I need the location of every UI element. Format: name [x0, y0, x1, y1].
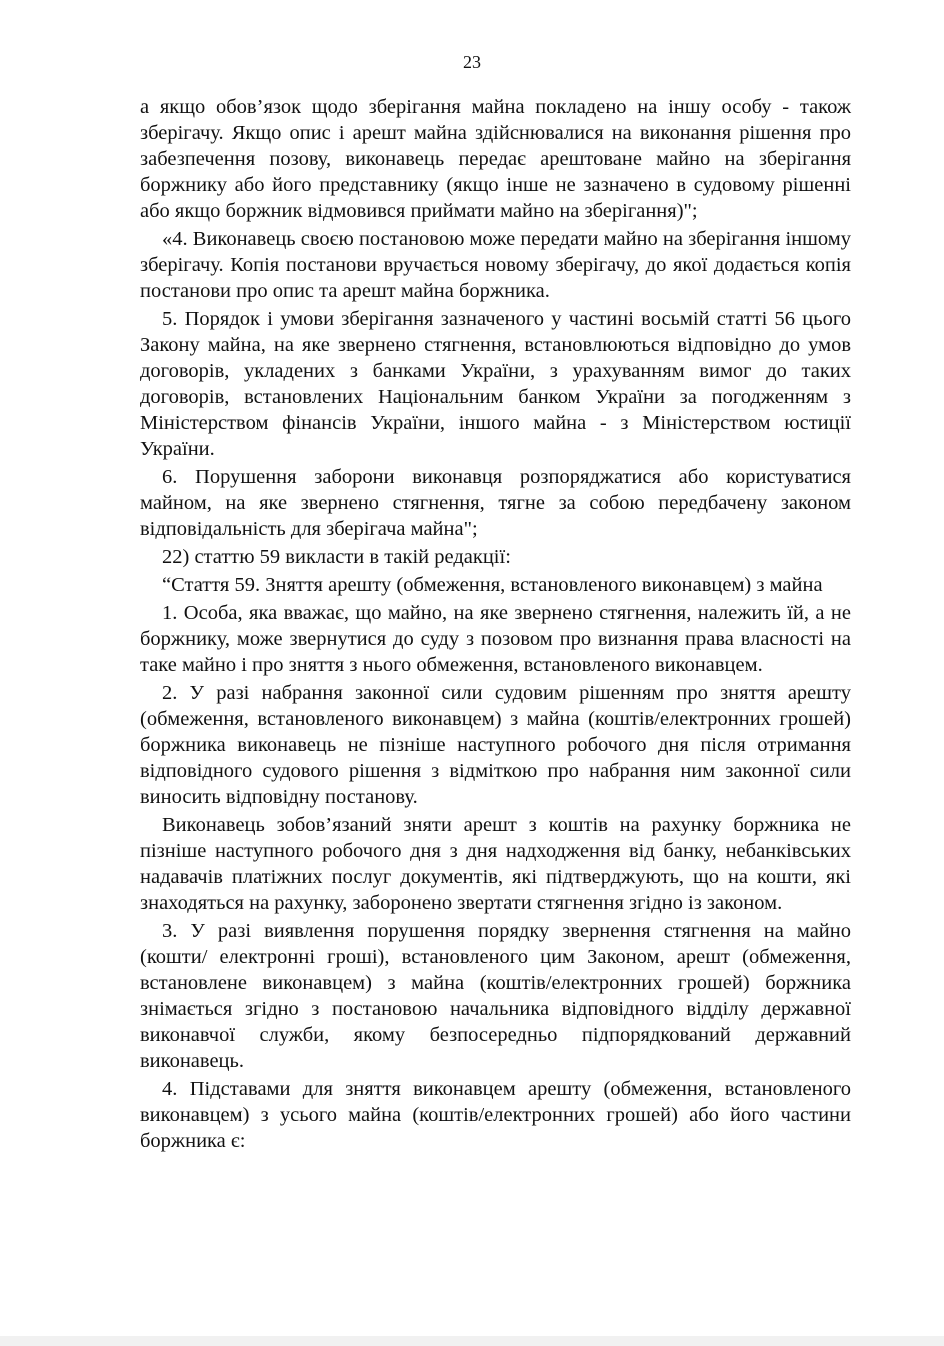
paragraph-part-6: 6. Порушення заборони виконавця розпоряджатися або користуватися майном, на яке звернено стягнення, тягне за собою передбачену законом відповідальність для зберігача майна"; [140, 466, 851, 540]
paragraph-continuation: а якщо обов’язок щодо зберігання майна покладено на іншу особу - також зберігачу. Якщо опис і арешт майна здійснювалися на виконання рішення про забезпечення позову, виконавець передає арештоване майно на зберігання боржнику або його представнику (якщо інше не зазначено в судовому рішенні або якщо боржник відмовився приймати майно на зберігання)"; [140, 96, 851, 222]
document-body [140, 94, 851, 1154]
paragraph-article-59-part-3: 3. У разі виявлення порушення порядку звернення стягнення на майно (кошти/ електронні гроші), встановленого цим Законом, арешт (обмеження, встановлене виконавцем) з майна (коштів/електронних грошей) боржника знімається згідно з постановою начальника відповідного відділу державної виконавчої служби, якому безпосередньо підпорядкований державний виконавець. [140, 920, 851, 1072]
paragraph-article-59-part-4: 4. Підставами для зняття виконавцем арешту (обмеження, встановленого виконавцем) з усього майна (коштів/електронних грошей) або його частини боржника є: [140, 1078, 851, 1152]
paragraph-item-22: 22) статтю 59 викласти в такій редакції: [162, 546, 511, 568]
article-59-heading: “Стаття 59. Зняття арешту (обмеження, встановленого виконавцем) з майна [162, 574, 823, 596]
paragraph-article-59-part-1: 1. Особа, яка вважає, що майно, на яке звернено стягнення, належить їй, а не боржнику, може звернутися до суду з позовом про визнання права власності на таке майно і про зняття з нього обмеження, встановленого виконавцем. [140, 602, 851, 676]
page-bottom-edge [0, 1336, 944, 1346]
paragraph-article-59-part-2-continued: Виконавець зобов’язаний зняти арешт з коштів на рахунку боржника не пізніше наступного робочого дня з дня надходження від банку, небанківських надавачів платіжних послуг документів, які підтверджують, що на кошти, які знаходяться на рахунку, заборонено звертати стягнення згідно із законом. [140, 814, 851, 914]
paragraph-part-4: «4. Виконавець своєю постановою може передати майно на зберігання іншому зберігачу. Копія постанови вручається новому зберігачу, до якої додається копія постанови про опис та арешт майна боржника. [140, 228, 851, 302]
paragraph-article-59-part-2: 2. У разі набрання законної сили судовим рішенням про зняття арешту (обмеження, встановленого виконавцем) з майна (коштів/електронних грошей) боржника виконавець не пізніше наступного робочого дня після отримання відповідного судового рішення з відміткою про набрання ним законної сили виносить відповідну постанову. [140, 682, 851, 808]
paragraph-part-5: 5. Порядок і умови зберігання зазначеного у частині восьмій статті 56 цього Закону майна, на яке звернено стягнення, встановлюються відповідно до умов договорів, укладених з банками України, з урахуванням вимог до таких договорів, встановлених Національним банком України за погодженням з Міністерством фінансів України, іншого майна - з Міністерством юстиції України. [140, 308, 851, 460]
page-number: 23 [463, 52, 481, 72]
